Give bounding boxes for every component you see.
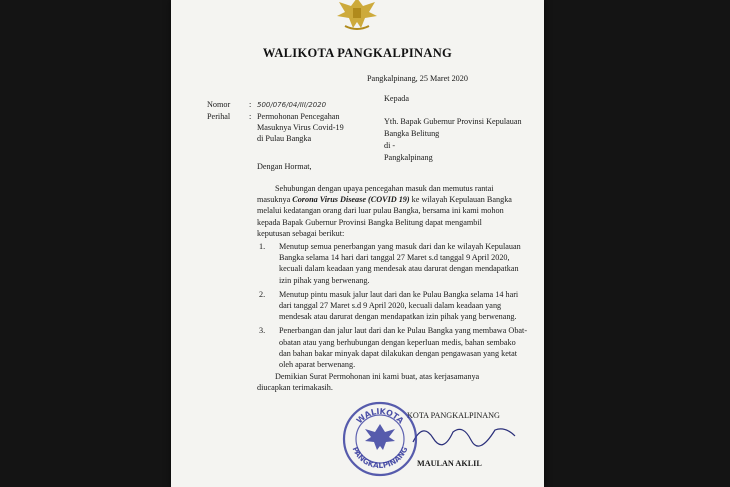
- addressee-line-1: Yth. Bapak Gubernur Provinsi Kepulauan: [384, 117, 522, 126]
- perihal-line-1: Permohonan Pencegahan: [257, 112, 340, 121]
- body-line: melalui kedatangan orang dari luar pulau Bangka, bersama ini kami mohon: [257, 206, 504, 216]
- list-line: obatan atau yang berhubungan dengan keperluan medis, bahan sembako: [279, 337, 516, 347]
- closing-paragraph: [257, 371, 521, 393]
- nomor-value: 500/076/04/III/2020: [257, 101, 327, 109]
- letterhead-title: WALIKOTA PANGKALPINANG: [262, 46, 453, 60]
- list-line: mendesak atau darurat dengan mendapatkan izin pihak yang berwenang.: [279, 312, 517, 322]
- body-paragraph: [257, 183, 521, 239]
- body-line: keputusan sebagai berikut:: [257, 228, 345, 238]
- list-line: Bangka selama 14 hari dari tanggal 27 Maret s.d tanggal 9 April 2020,: [279, 253, 510, 263]
- list-line: dari tanggal 27 Maret s.d 9 April 2020, kecuali dalam keadaan yang: [279, 301, 502, 311]
- signatory-title: KOTA PANGKALPINANG: [407, 411, 500, 420]
- signature-scribble: [409, 418, 519, 448]
- request-list: [259, 241, 528, 373]
- list-number: 3.: [259, 326, 266, 336]
- nomor-label: Nomor: [207, 100, 231, 109]
- letter-page: [171, 0, 544, 487]
- stamp-bottom-text: PANGKALPINANG: [350, 445, 410, 471]
- perihal-line-2: Masuknya Virus Covid-19: [257, 123, 344, 132]
- list-line: dan bahan bakar minyak dapat dilakukan dengan pengawasan yang ketat: [279, 348, 518, 358]
- list-number: 1.: [259, 242, 266, 251]
- addressee-line-4: Pangkalpinang: [384, 153, 433, 162]
- svg-text:WALIKOTA: [355, 407, 406, 426]
- perihal-line-3: di Pulau Bangka: [257, 134, 312, 143]
- body-suffix: ke wilayah Kepulauan Bangka: [409, 195, 512, 205]
- covid-term: Corona Virus Disease (COVID 19): [292, 195, 410, 205]
- body-line: Sehubungan dengan upaya pencegahan masuk dan memutus rantai: [275, 184, 494, 193]
- list-item: [259, 325, 528, 370]
- closing-line: Demikian Surat Permohonan ini kami buat, atas kerjasamanya: [275, 372, 480, 381]
- list-line: Menutup pintu masuk jalur laut dari dan ke Pulau Bangka selama 14 hari: [279, 289, 519, 299]
- list-line: Penerbangan dan jalur laut dari dan ke Pulau Bangka yang membawa Obat-: [279, 326, 528, 336]
- addressee-line-2: Bangka Belitung: [384, 129, 440, 138]
- addressee-line-3: di -: [384, 141, 396, 150]
- list-line: kecuali dalam keadaan yang mendesak atau darurat dengan mendapatkan: [279, 264, 519, 274]
- list-line: Menutup semua penerbangan yang masuk dari dan ke wilayah Kepulauan: [279, 242, 521, 251]
- closing-line: diucapkan terimakasih.: [257, 383, 333, 393]
- body-line: [257, 194, 521, 205]
- place-date: Pangkalpinang, 25 Maret 2020: [367, 74, 468, 83]
- to-label: Kepada: [384, 94, 410, 103]
- list-line: izin pihak yang berwenang.: [279, 275, 370, 285]
- svg-text:PANGKALPINANG: [351, 445, 410, 470]
- list-line: oleh aparat berwenang.: [279, 360, 356, 370]
- list-item: [259, 241, 521, 286]
- official-stamp-icon: [341, 400, 419, 478]
- garuda-emblem-icon: [331, 0, 383, 32]
- stamp-top-text: WALIKOTA: [354, 406, 406, 426]
- list-item: [259, 289, 521, 323]
- body-line: kepada Bapak Gubernur Provinsi Bangka Belitung dapat mengambil: [257, 217, 482, 227]
- list-number: 2.: [259, 289, 266, 299]
- perihal-colon: :: [249, 112, 252, 121]
- signatory-name: MAULAN AKLIL: [417, 459, 482, 468]
- greeting: Dengan Hormat,: [257, 162, 312, 171]
- body-prefix: masuknya: [257, 195, 293, 205]
- nomor-colon: :: [249, 100, 252, 109]
- perihal-label: Perihal: [207, 112, 231, 121]
